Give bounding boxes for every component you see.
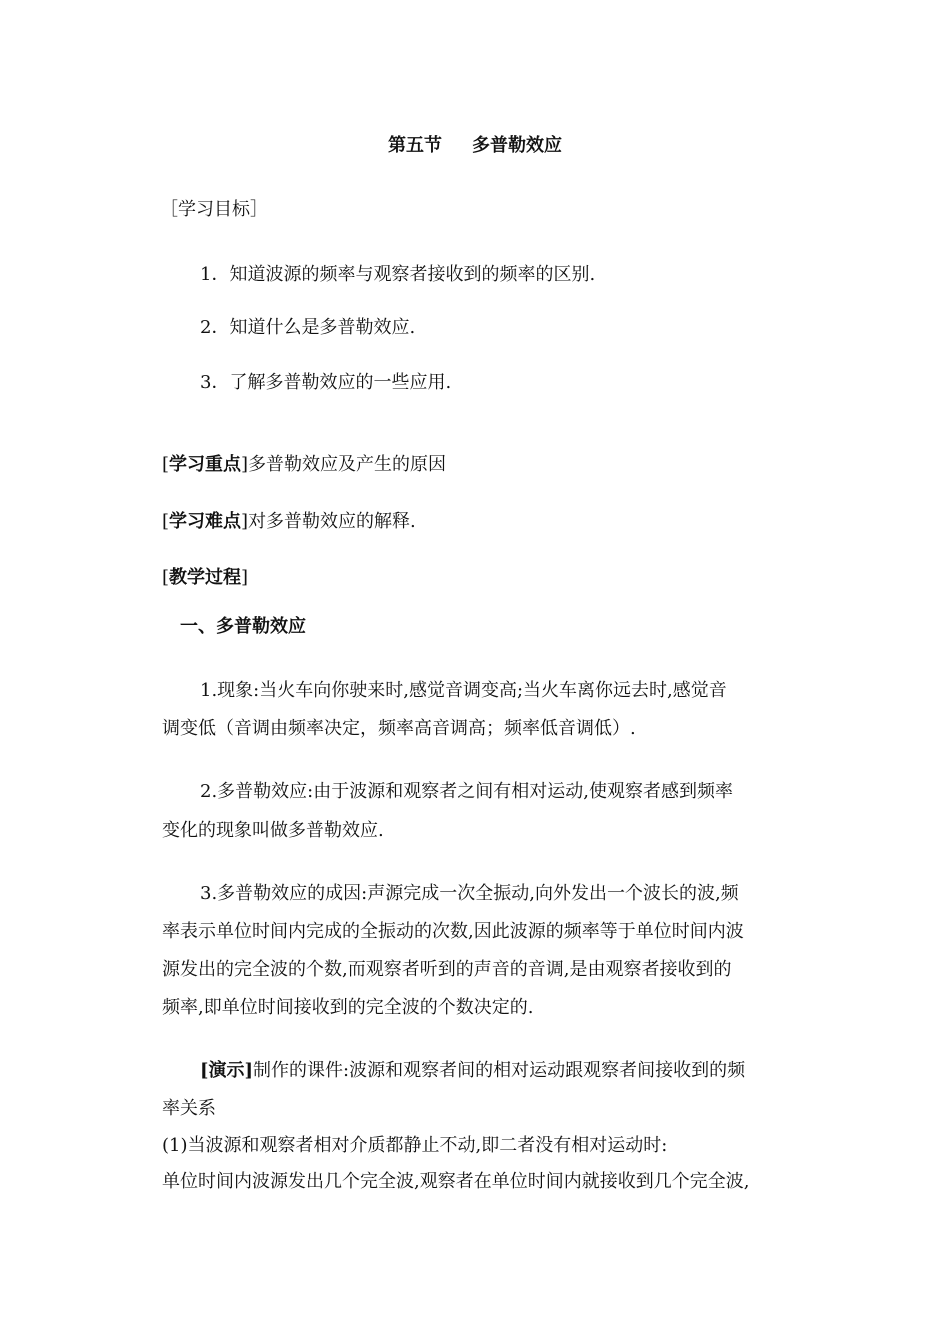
section1-heading: 一、多普勒效应: [180, 616, 306, 637]
objective-item-1: 1．知道波源的频率与观察者接收到的频率的区别.: [200, 264, 596, 285]
demo-label: [演示]: [200, 1060, 254, 1081]
demo-text: 制作的课件:波源和观察者间的相对运动跟观察者间接收到的频: [253, 1060, 746, 1081]
objectives-heading-text: ［学习目标］: [160, 199, 268, 220]
key-point-line: [学习重点]多普勒效应及产生的原因: [162, 454, 447, 475]
paragraph-1-line-1: 1.现象:当火车向你驶来时,感觉音调变高;当火车离你远去时,感觉音: [200, 680, 727, 701]
title-section-number: 第五节: [388, 135, 442, 156]
paragraph-3-line-3: 源发出的完全波的个数,而观察者听到的声音的音调,是由观察者接收到的: [162, 959, 732, 980]
objective-item-2: 2．知道什么是多普勒效应.: [200, 317, 416, 338]
paragraph-3-line-4: 频率,即单位时间接收到的完全波的个数决定的.: [162, 997, 534, 1018]
objective-item-3: 3．了解多普勒效应的一些应用.: [200, 372, 452, 393]
difficulty-label: 学习难点: [169, 511, 242, 532]
key-point-label: 学习重点: [169, 454, 242, 475]
case-1-line: (1)当波源和观察者相对介质都静止不动,即二者没有相对运动时:: [162, 1135, 668, 1156]
paragraph-2-line-2: 变化的现象叫做多普勒效应.: [162, 820, 384, 841]
demo-line-1: [200, 1059, 745, 1083]
title-topic: 多普勒效应: [472, 135, 562, 156]
paragraph-3-line-2: 率表示单位时间内完成的全振动的次数,因此波源的频率等于单位时间内波: [162, 921, 744, 942]
difficulty-text: 对多普勒效应的解释.: [248, 511, 416, 532]
paragraph-2-line-1: 2.多普勒效应:由于波源和观察者之间有相对运动,使观察者感到频率: [200, 781, 733, 802]
page-title: [0, 134, 950, 158]
paragraph-3-line-1: 3.多普勒效应的成因:声源完成一次全振动,向外发出一个波长的波,频: [200, 883, 739, 904]
process-heading: [教学过程]: [162, 567, 249, 588]
objectives-heading: [160, 198, 268, 222]
paragraph-1-line-2: 调变低（音调由频率决定，频率高音调高；频率低音调低）.: [162, 718, 636, 739]
demo-line-2: 率关系: [162, 1098, 216, 1119]
key-point-text: 多普勒效应及产生的原因: [248, 454, 447, 475]
difficulty-line: [学习难点]对多普勒效应的解释.: [162, 511, 416, 532]
process-label: 教学过程: [169, 567, 242, 588]
case-1-continuation: 单位时间内波源发出几个完全波,观察者在单位时间内就接收到几个完全波,: [162, 1171, 750, 1192]
